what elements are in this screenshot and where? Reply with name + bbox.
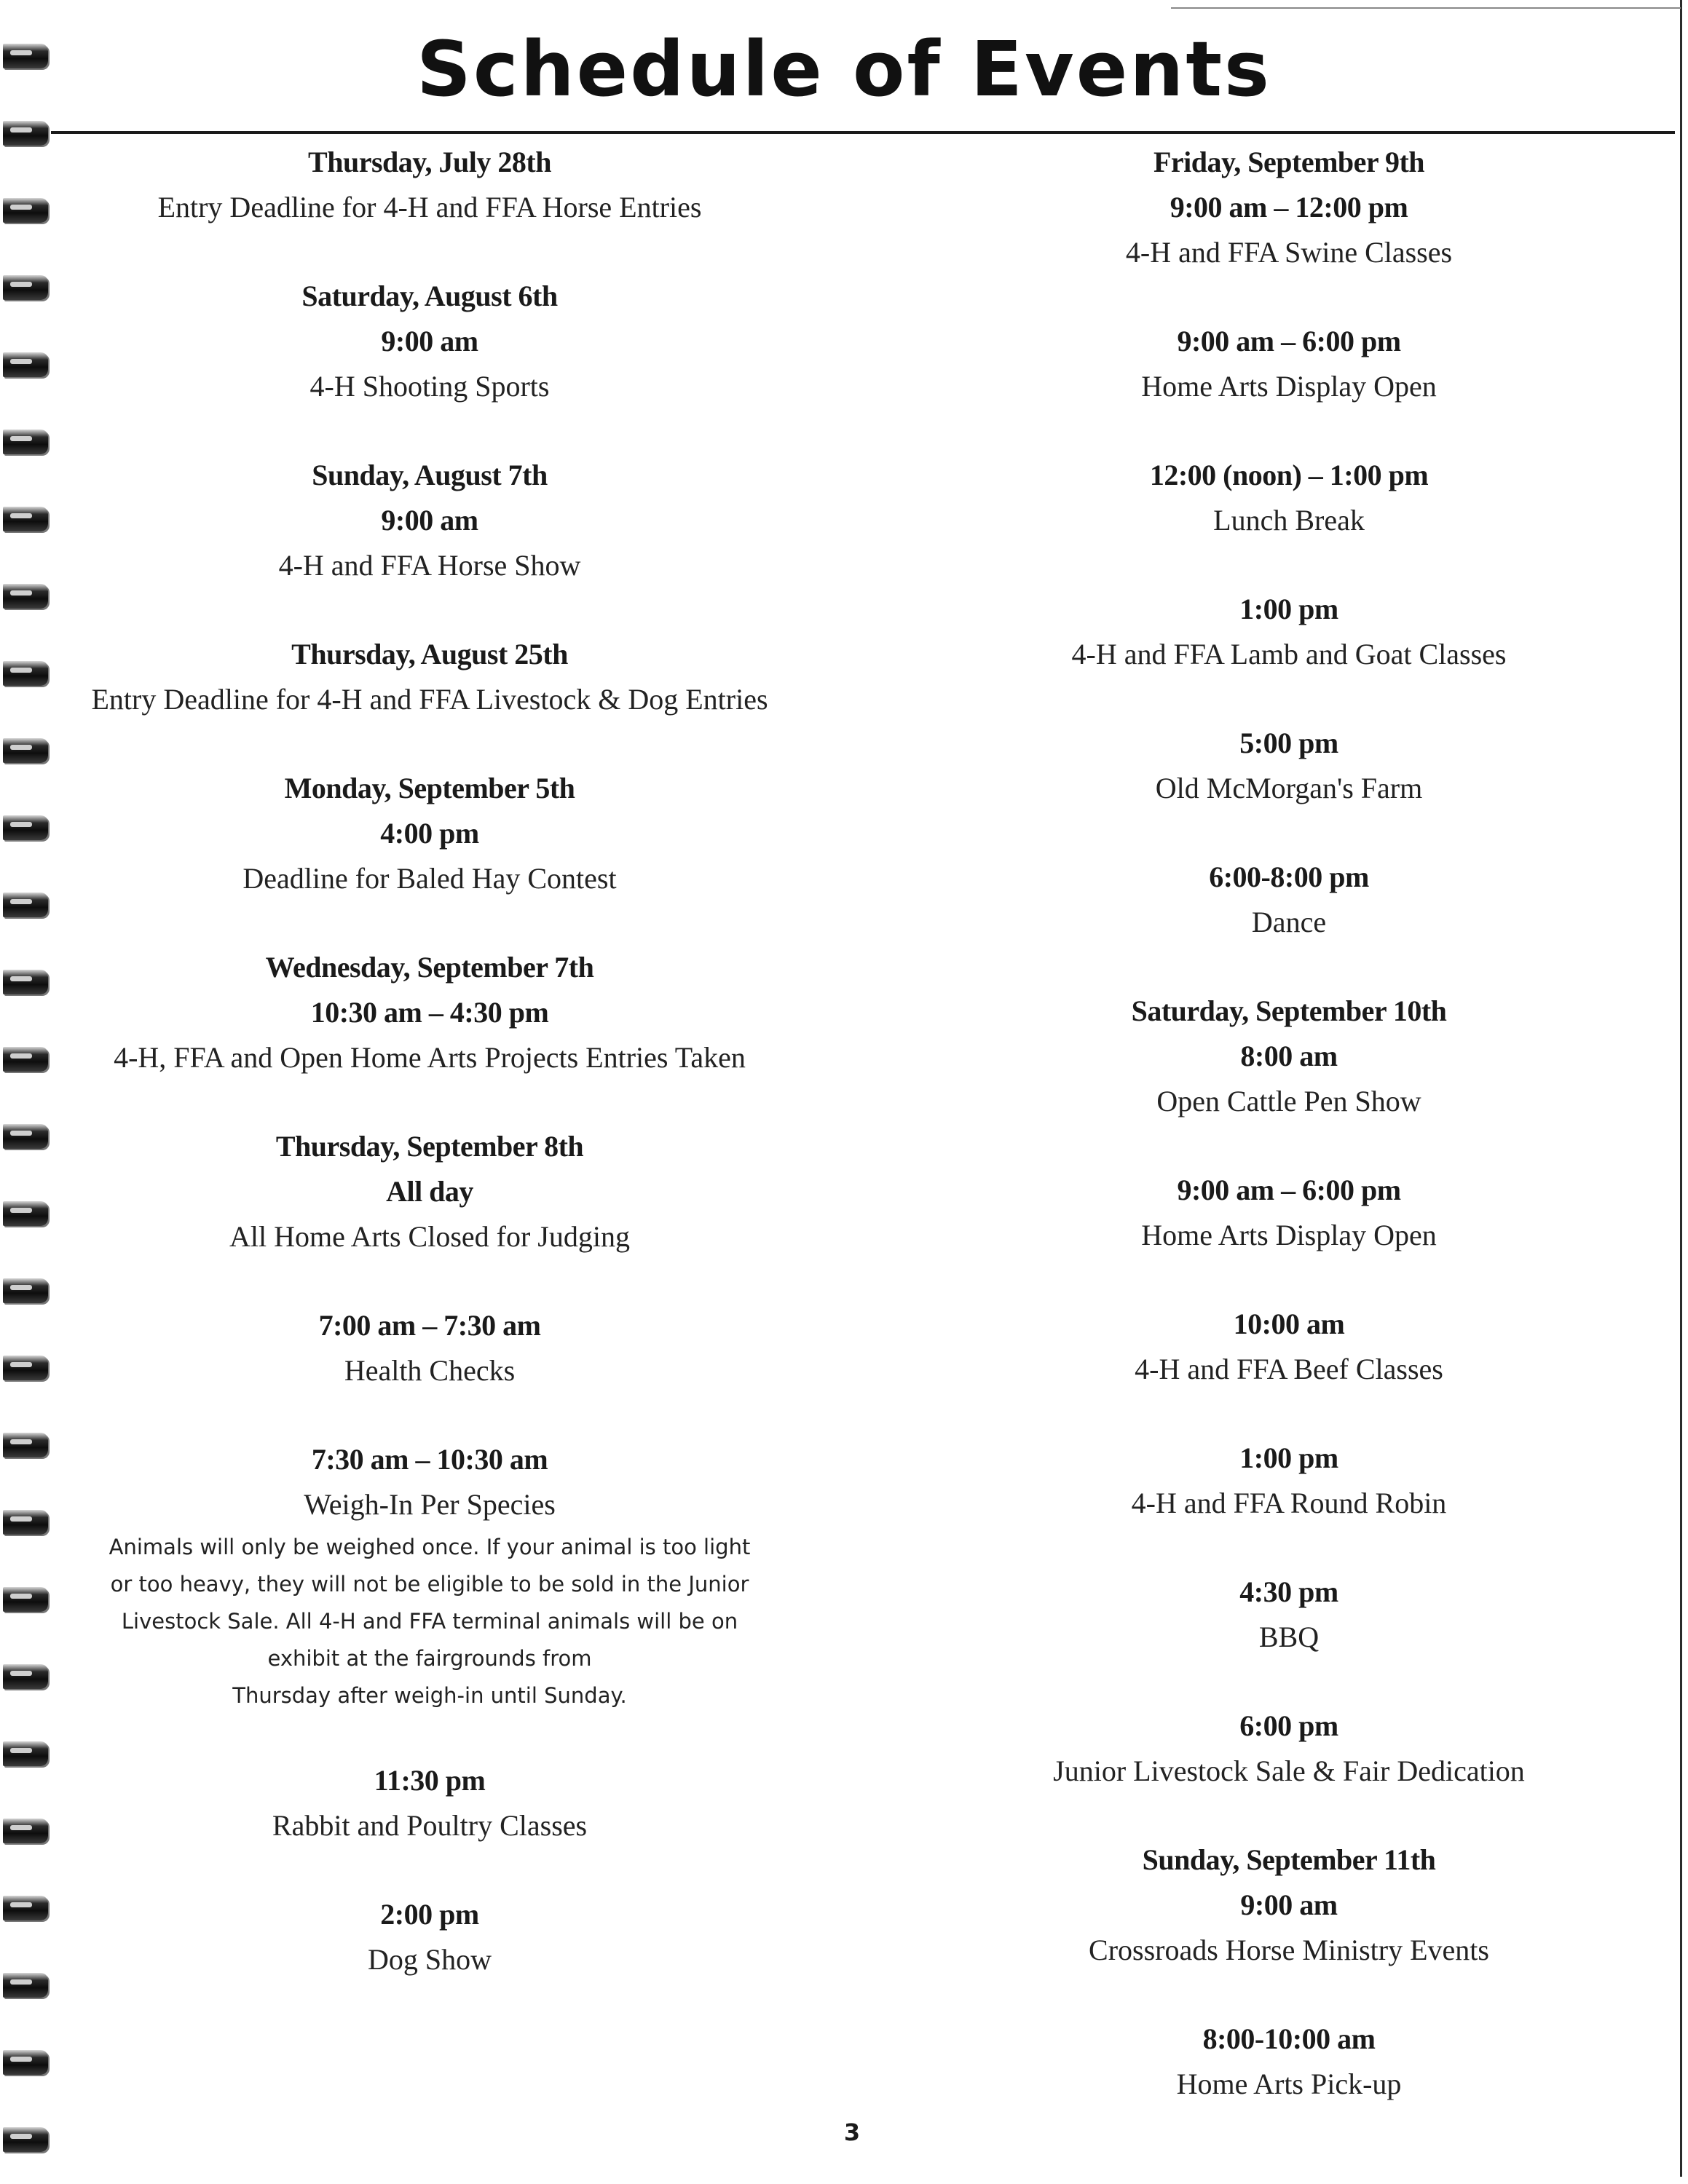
event-description: Rabbit and Poultry Classes — [272, 1809, 588, 1842]
event-date: Monday, September 5th — [284, 772, 575, 804]
event-time: All day — [386, 1175, 473, 1208]
event-time: 9:00 am — [1240, 1888, 1338, 1921]
event-block — [87, 1124, 772, 1259]
event-block — [947, 1704, 1631, 1794]
binding-coil — [3, 1201, 48, 1226]
page-edge-top — [1171, 7, 1681, 9]
binding-coil — [3, 352, 48, 377]
event-description: Home Arts Display Open — [1141, 1219, 1437, 1251]
event-block — [87, 1758, 772, 1848]
event-block — [87, 140, 772, 230]
event-date: Sunday, August 7th — [312, 459, 548, 491]
binding-coil — [3, 507, 48, 531]
event-date: Wednesday, September 7th — [265, 951, 594, 984]
event-note-line: Livestock Sale. All 4-H and FFA terminal animals will be on — [121, 1609, 738, 1634]
event-block — [87, 1892, 772, 1982]
binding-coil — [3, 1819, 48, 1843]
event-time: 4:00 pm — [380, 817, 479, 850]
event-block — [947, 1570, 1631, 1660]
event-time: 7:30 am – 10:30 am — [311, 1443, 548, 1476]
event-description: Health Checks — [344, 1354, 516, 1387]
page-number: 3 — [843, 2118, 861, 2146]
event-note-line: Animals will only be weighed once. If your animal is too light — [109, 1535, 751, 1559]
event-block — [87, 453, 772, 588]
event-time: 6:00-8:00 pm — [1209, 860, 1369, 893]
event-time: 9:00 am – 12:00 pm — [1170, 191, 1408, 223]
event-description: Weigh-In Per Species — [304, 1488, 556, 1521]
event-block — [947, 319, 1631, 409]
binding-coil — [3, 1510, 48, 1535]
event-time: 9:00 am – 6:00 pm — [1177, 325, 1401, 357]
event-time: 10:30 am – 4:30 pm — [310, 996, 549, 1029]
binding-coil — [3, 1973, 48, 1998]
event-time: 5:00 pm — [1239, 727, 1338, 759]
binding-coil — [3, 1741, 48, 1766]
binding-coil — [3, 1278, 48, 1303]
binding-coil — [3, 1356, 48, 1380]
event-description: 4-H and FFA Swine Classes — [1125, 236, 1453, 269]
event-description: Entry Deadline for 4-H and FFA Horse Entries — [157, 191, 702, 223]
binding-coil — [3, 584, 48, 609]
event-description: Old McMorgan's Farm — [1155, 772, 1423, 804]
event-date: Thursday, August 25th — [291, 638, 568, 670]
event-description: All Home Arts Closed for Judging — [229, 1220, 630, 1253]
event-description: Open Cattle Pen Show — [1156, 1085, 1421, 1117]
event-note-line: exhibit at the fairgrounds from — [267, 1646, 592, 1671]
event-date: Saturday, August 6th — [301, 280, 558, 312]
event-description: 4-H and FFA Beef Classes — [1135, 1353, 1443, 1385]
event-date: Friday, September 9th — [1153, 146, 1425, 178]
event-block — [87, 945, 772, 1080]
binding-coil — [3, 1587, 48, 1612]
right-column — [947, 140, 1631, 2151]
event-time: 11:30 pm — [374, 1764, 486, 1797]
event-time: 8:00 am — [1240, 1040, 1338, 1072]
event-block — [87, 274, 772, 409]
event-time: 2:00 pm — [380, 1898, 479, 1931]
event-description: 4-H and FFA Lamb and Goat Classes — [1071, 638, 1507, 670]
event-time: 9:00 am — [381, 325, 478, 357]
binding-coil — [3, 970, 48, 994]
event-note-line: or too heavy, they will not be eligible to be sold in the Junior — [110, 1572, 749, 1597]
binding-coil — [3, 1896, 48, 1920]
event-description: Home Arts Pick-up — [1176, 2068, 1402, 2100]
event-block — [947, 1168, 1631, 1258]
event-block — [947, 140, 1631, 275]
event-time: 6:00 pm — [1239, 1709, 1338, 1742]
binding-coil — [3, 121, 48, 146]
event-description: BBQ — [1258, 1621, 1320, 1653]
event-block — [947, 855, 1631, 945]
event-block — [947, 1302, 1631, 1392]
event-block — [87, 1303, 772, 1393]
binding-coil — [3, 1664, 48, 1689]
event-description: Junior Livestock Sale & Fair Dedication — [1053, 1754, 1525, 1787]
binding-coil — [3, 430, 48, 454]
event-description: Crossroads Horse Ministry Events — [1089, 1934, 1489, 1966]
event-date: Sunday, September 11th — [1142, 1843, 1436, 1876]
event-time: 8:00-10:00 am — [1202, 2022, 1376, 2055]
event-description: Dog Show — [367, 1943, 492, 1976]
event-block — [947, 721, 1631, 811]
event-block — [947, 2017, 1631, 2107]
event-date: Thursday, July 28th — [308, 146, 551, 178]
event-time: 9:00 am — [381, 504, 478, 537]
binding-coil — [3, 2050, 48, 2075]
binding-coil — [3, 1047, 48, 1072]
binding-coil — [3, 198, 48, 223]
event-block — [947, 587, 1631, 677]
event-block — [947, 453, 1631, 543]
event-time: 9:00 am – 6:00 pm — [1177, 1174, 1401, 1206]
event-time: 4:30 pm — [1239, 1575, 1338, 1608]
event-date: Saturday, September 10th — [1131, 994, 1447, 1027]
title-divider — [51, 131, 1675, 134]
binding-coil — [3, 893, 48, 917]
event-description: 4-H and FFA Horse Show — [278, 549, 581, 582]
binding-coil — [3, 1124, 48, 1149]
event-note — [87, 1529, 772, 1714]
event-block — [947, 989, 1631, 1124]
event-description: Home Arts Display Open — [1141, 370, 1437, 403]
left-column — [87, 140, 772, 2026]
binding-coil — [3, 2127, 48, 2152]
binding-coil — [3, 738, 48, 763]
event-time: 1:00 pm — [1239, 593, 1338, 625]
event-block — [947, 1436, 1631, 1526]
event-time: 7:00 am – 7:30 am — [318, 1309, 541, 1342]
event-note-line: Thursday after weigh-in until Sunday. — [232, 1683, 627, 1708]
event-description: Lunch Break — [1213, 504, 1365, 537]
event-time: 12:00 (noon) – 1:00 pm — [1149, 459, 1429, 491]
event-description: Dance — [1251, 906, 1327, 938]
binding-coil — [3, 275, 48, 300]
binding-coil — [3, 815, 48, 840]
event-block — [87, 766, 772, 901]
spiral-binding — [0, 44, 58, 2177]
event-date: Thursday, September 8th — [275, 1130, 584, 1163]
event-description: Deadline for Baled Hay Contest — [242, 862, 617, 895]
event-time: 1:00 pm — [1239, 1441, 1338, 1474]
event-time: 10:00 am — [1233, 1307, 1345, 1340]
event-description: 4-H, FFA and Open Home Arts Projects Entries Taken — [114, 1041, 746, 1074]
binding-coil — [3, 661, 48, 686]
event-block — [947, 1837, 1631, 1973]
event-description: 4-H and FFA Round Robin — [1131, 1487, 1447, 1519]
event-block — [87, 1437, 772, 1714]
page-title: Schedule of Events — [417, 25, 1271, 114]
event-block — [87, 632, 772, 722]
event-description: 4-H Shooting Sports — [309, 370, 550, 403]
event-description: Entry Deadline for 4-H and FFA Livestock & Dog Entries — [91, 683, 768, 716]
binding-coil — [3, 1433, 48, 1457]
page-edge — [1680, 0, 1682, 2177]
